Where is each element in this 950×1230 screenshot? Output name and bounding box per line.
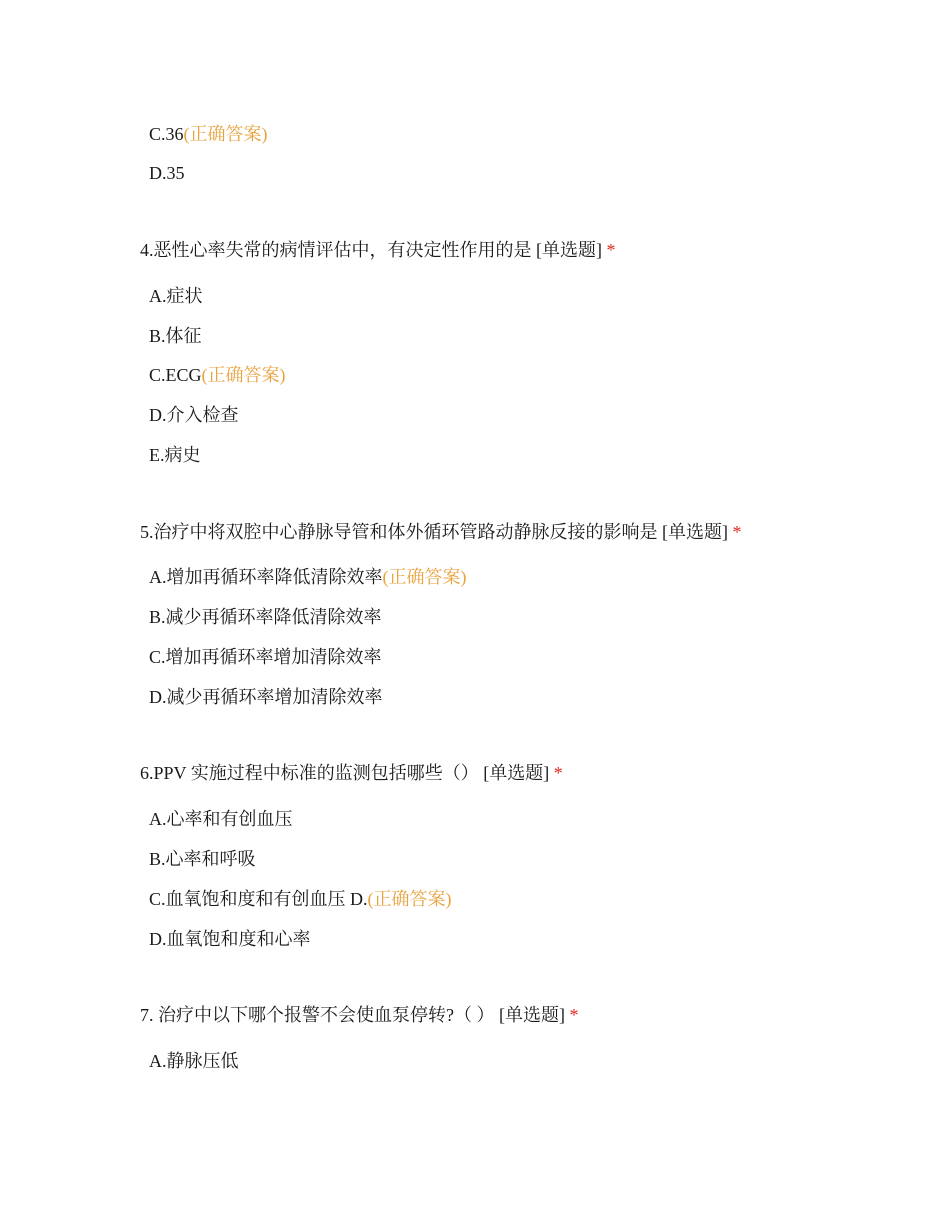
correct-answer-note: (正确答案) [367, 889, 452, 909]
option-text: B.心率和呼吸 [149, 849, 256, 869]
correct-answer-note: (正确答案) [183, 124, 268, 144]
required-mark: * [569, 1005, 579, 1025]
option-text: D.减少再循环率增加清除效率 [149, 687, 383, 707]
option-text: C.增加再循环率增加清除效率 [149, 647, 382, 667]
option-item [149, 928, 311, 950]
question-title [140, 762, 563, 784]
option-item [149, 444, 201, 466]
question-title [140, 239, 616, 261]
option-item [149, 1050, 239, 1072]
option-text: A.静脉压低 [149, 1051, 239, 1071]
option-item [149, 808, 293, 830]
option-text: D.35 [149, 163, 185, 183]
required-mark: * [553, 763, 563, 783]
question-title [140, 1004, 579, 1026]
option-text: A.症状 [149, 286, 203, 306]
option-item [149, 566, 467, 588]
option-text: E.病史 [149, 445, 201, 465]
option-text: D.介入检查 [149, 405, 239, 425]
question-text: 5.治疗中将双腔中心静脉导管和体外循环管路动静脉反接的影响是 [140, 522, 658, 542]
option-item [149, 162, 185, 184]
option-item [149, 848, 256, 870]
question-title [140, 521, 742, 543]
correct-answer-note: (正确答案) [201, 365, 286, 385]
option-item [149, 686, 383, 708]
required-mark: * [732, 522, 742, 542]
option-text: A.增加再循环率降低清除效率 [149, 567, 383, 587]
question-type: [单选题] [536, 240, 602, 260]
question-type: [单选题] [499, 1005, 565, 1025]
option-text: C.36 [149, 124, 184, 144]
question-type: [单选题] [662, 522, 728, 542]
option-item [149, 325, 202, 347]
question-text: 6.PPV 实施过程中标准的监测包括哪些（） [140, 763, 479, 783]
question-text: 4.恶性心率失常的病情评估中，有决定性作用的是 [140, 240, 532, 260]
option-text: C.血氧饱和度和有创血压 D. [149, 889, 368, 909]
required-mark: * [606, 240, 616, 260]
option-item [149, 364, 286, 386]
option-item [149, 404, 239, 426]
correct-answer-note: (正确答案) [382, 567, 467, 587]
option-item [149, 606, 382, 628]
question-text: 7. 治疗中以下哪个报警不会使血泵停转?（ ） [140, 1005, 495, 1025]
question-type: [单选题] [483, 763, 550, 783]
option-text: D.血氧饱和度和心率 [149, 929, 311, 949]
option-text: B.减少再循环率降低清除效率 [149, 607, 382, 627]
option-text: A.心率和有创血压 [149, 809, 293, 829]
option-item [149, 646, 382, 668]
option-item [149, 285, 203, 307]
option-item [149, 888, 452, 910]
option-item [149, 123, 268, 145]
option-text: B.体征 [149, 326, 202, 346]
option-text: C.ECG [149, 365, 202, 385]
